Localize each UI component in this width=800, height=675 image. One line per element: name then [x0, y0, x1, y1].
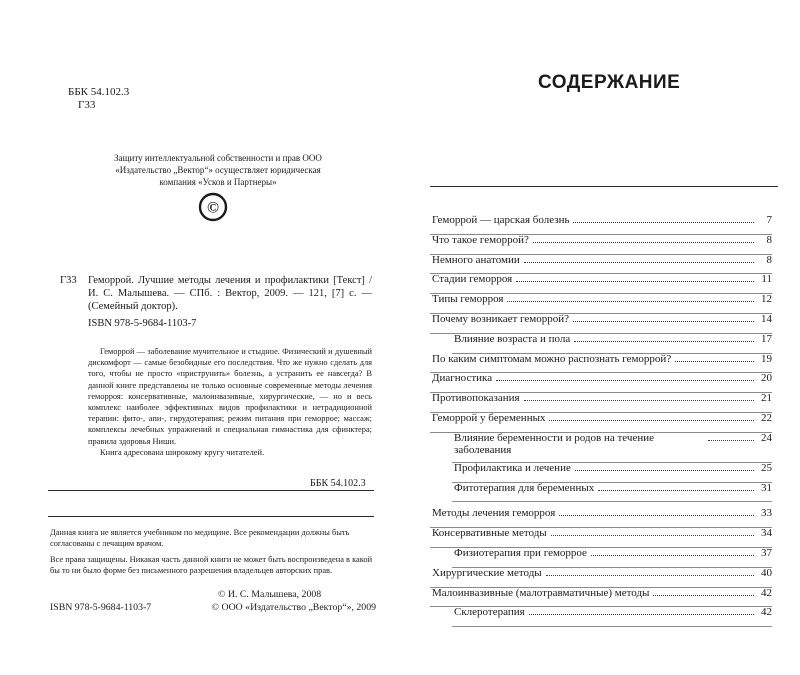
medical-disclaimer: Данная книга не является учебником по медицине. Все рекомендации должны быть согласованы с лечащим врачом. [50, 528, 350, 548]
toc-subentry[interactable]: Фитотерапия для беременных 31 [432, 482, 772, 502]
toc-subentry[interactable]: Влияние беременности и родов на течение заболевания 24 [432, 432, 772, 462]
divider [430, 186, 778, 187]
rights-notice: Защиту интеллектуальной собственности и прав ООО «Издательство „Вектор“» осуществляет юридическая компания «Усков и Партнеры» [114, 153, 322, 187]
toc-entry[interactable]: Диагностика 20 [432, 372, 772, 392]
toc-entry[interactable]: Консервативные методы 34 [432, 527, 772, 547]
toc-title: СОДЕРЖАНИЕ [538, 72, 681, 93]
right-page [400, 0, 800, 675]
catalog-isbn: ISBN 978-5-9684-1103-7 [88, 318, 197, 329]
toc-entry[interactable]: Геморрой — царская болезнь 7 [432, 214, 772, 234]
toc-entry[interactable]: Стадии геморроя 11 [432, 273, 772, 293]
catalog-text: Геморрой. Лучшие методы лечения и профилактики [Текст] / И. С. Малышева. — СПб. : Вектор, 2009. — 121, [7] с. — (Семейный доктор). [88, 275, 372, 312]
divider [48, 490, 374, 491]
toc-subentry[interactable]: Влияние возраста и пола 17 [432, 333, 772, 353]
credits [50, 588, 376, 614]
annotation [88, 346, 372, 458]
toc-entry[interactable]: Методы лечения геморроя 33 [432, 507, 772, 527]
bbk-index-bottom: ББК 54.102.3 [310, 478, 366, 489]
copyright-author: © И. С. Малышева, 2008 [218, 589, 322, 600]
toc-entry[interactable]: Геморрой у беременных 22 [432, 412, 772, 432]
toc-entry[interactable]: Немного анатомии 8 [432, 254, 772, 274]
annotation-text: Геморрой — заболевание мучительное и стыдное. Физический и душевный дискомфорт — самые безобидные его последствия. Что же нужно сделать для того, чтобы не просто «приструнить» болезнь, а устранить ее навсегда? В данной книге представлены не только основные современные методы лечения геморроя: консервативные, малоинвазивные, хирургические, — но и весь комплекс наиболее эффективных видов профилактики и нетрадиционной терапии: фито-, апи-, гирудотерапия; режим питания при геморрое; массаж; комплексы лечебных упражнений и специальная гимнастика для сфинктера; правила здоровья Ниши. [88, 347, 372, 446]
svg-text:©: © [207, 199, 219, 217]
table-of-contents [432, 214, 772, 626]
bbk-index-block [68, 86, 129, 112]
toc-entry[interactable]: Почему возникает геморрой? 14 [432, 313, 772, 333]
toc-entry[interactable]: Что такое геморрой? 8 [432, 234, 772, 254]
toc-subentry[interactable]: Физиотерапия при геморрое 37 [432, 547, 772, 567]
copyright-mark-icon [198, 192, 228, 222]
toc-subentry[interactable]: Профилактика и лечение 25 [432, 462, 772, 482]
toc-entry[interactable]: Малоинвазивные (малотравматичные) методы 42 [432, 587, 772, 607]
disclaimer [50, 527, 376, 581]
catalog-code: Г33 [60, 275, 77, 286]
toc-entry[interactable]: Типы геморроя 12 [432, 293, 772, 313]
annotation-audience: Книга адресована широкому кругу читателей. [100, 447, 265, 457]
toc-subentry[interactable]: Склеротерапия 42 [432, 606, 772, 626]
catalog-record [60, 274, 372, 330]
copyright-publisher: © ООО «Издательство „Вектор“», 2009 [211, 602, 376, 613]
toc-entry[interactable]: Хирургические методы 40 [432, 567, 772, 587]
toc-entry[interactable]: Противопоказания 21 [432, 392, 772, 412]
toc-entry[interactable]: По каким симптомам можно распознать геморрой? 19 [432, 353, 772, 373]
rights-reserved: Все права защищены. Никакая часть данной книги не может быть воспроизведена в какой бы то ни было форме без письменного разрешения владельцев авторских прав. [50, 555, 373, 575]
author-code: Г33 [78, 99, 96, 111]
divider [48, 516, 374, 517]
bbk-index: ББК 54.102.3 [68, 86, 130, 98]
isbn-bottom: ISBN 978-5-9684-1103-7 [50, 602, 152, 613]
